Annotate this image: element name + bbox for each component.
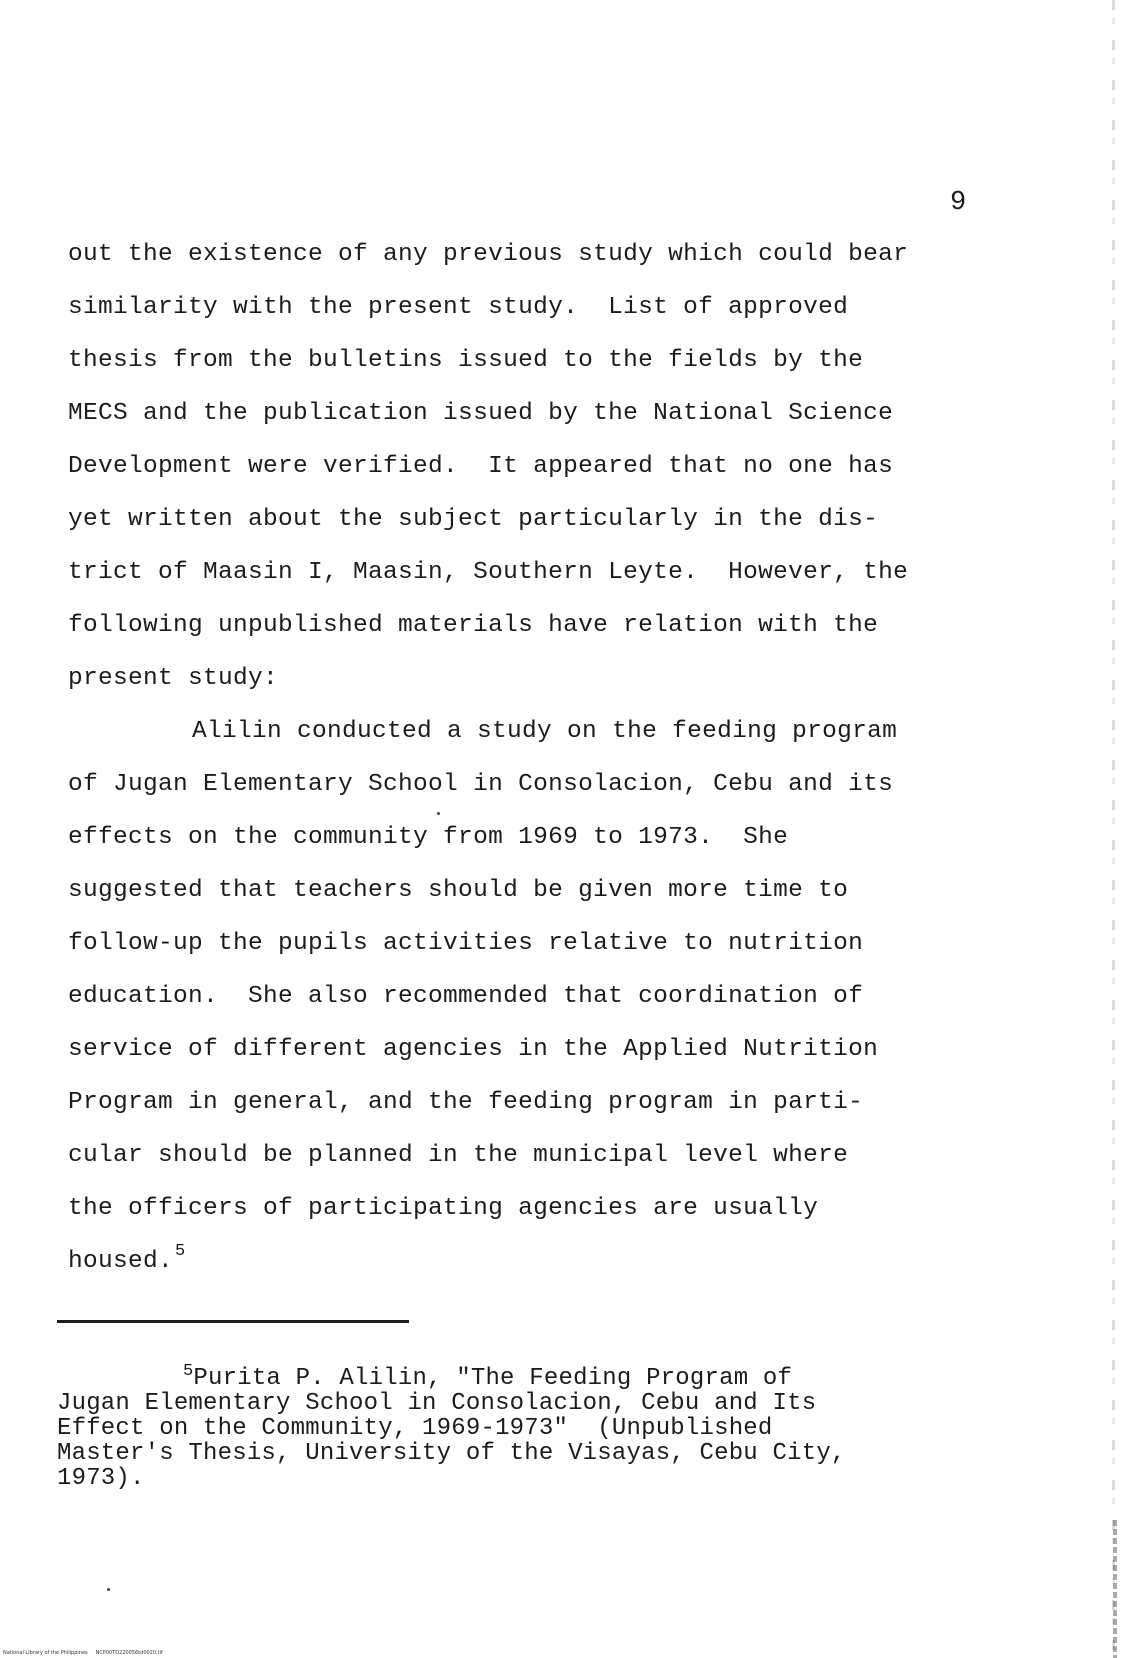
footnote-divider bbox=[57, 1320, 409, 1323]
body-line: cular should be planned in the municipal level where bbox=[68, 1142, 849, 1169]
body-line-text: housed. bbox=[68, 1248, 174, 1275]
body-line: following unpublished materials have relation with the bbox=[68, 612, 879, 639]
body-line: similarity with the present study. List of approved bbox=[68, 294, 849, 321]
body-line: the officers of participating agencies are usually bbox=[68, 1195, 819, 1222]
body-line: follow-up the pupils activities relative to nutrition bbox=[68, 930, 864, 957]
scan-page-edge bbox=[1112, 0, 1115, 1658]
body-line: education. She also recommended that coordination of bbox=[68, 983, 864, 1010]
footnote-line: 1973). bbox=[57, 1465, 145, 1492]
page-number: 9 bbox=[950, 188, 967, 218]
body-line: present study: bbox=[68, 665, 279, 692]
body-line: suggested that teachers should be given more time to bbox=[68, 877, 849, 904]
body-line: effects on the community from 1969 to 1973. She bbox=[68, 824, 789, 851]
body-line: Development were verified. It appeared that no one has bbox=[68, 453, 894, 480]
body-line-last bbox=[68, 1235, 988, 1288]
footnote-line: Master's Thesis, University of the Visayas, Cebu City, bbox=[57, 1440, 846, 1467]
body-text bbox=[68, 228, 988, 1288]
scan-page-edge-shadow bbox=[1113, 1520, 1117, 1658]
footnote-line: Effect on the Community, 1969-1973" (Unpublished bbox=[57, 1415, 773, 1442]
body-line: service of different agencies in the Applied Nutrition bbox=[68, 1036, 879, 1063]
body-line: thesis from the bulletins issued to the fields by the bbox=[68, 347, 864, 374]
footnote-reference[interactable]: 5 bbox=[175, 1242, 186, 1261]
footnote-text: Purita P. Alilin, "The Feeding Program of bbox=[193, 1365, 793, 1392]
body-line: trict of Maasin I, Maasin, Southern Leyte. However, the bbox=[68, 559, 909, 586]
footnote bbox=[57, 1362, 997, 1492]
body-line: yet written about the subject particularly in the dis- bbox=[68, 506, 879, 533]
paragraph-first-line: Alilin conducted a study on the feeding program bbox=[192, 718, 898, 745]
body-line: of Jugan Elementary School in Consolacion, Cebu and its bbox=[68, 771, 894, 798]
footnote-line: Jugan Elementary School in Consolacion, Cebu and Its bbox=[57, 1390, 817, 1417]
scan-speck bbox=[437, 812, 440, 815]
footnote-first-line bbox=[57, 1362, 997, 1392]
body-line: Program in general, and the feeding program in parti- bbox=[68, 1089, 864, 1116]
footnote-marker: 5 bbox=[183, 1362, 194, 1381]
scan-source-footer: National Library of the Philippines NCP00TD220056td0020.tif bbox=[3, 1650, 163, 1656]
scan-speck bbox=[107, 1588, 110, 1591]
body-line: out the existence of any previous study which could bear bbox=[68, 241, 909, 268]
body-line: MECS and the publication issued by the National Science bbox=[68, 400, 894, 427]
